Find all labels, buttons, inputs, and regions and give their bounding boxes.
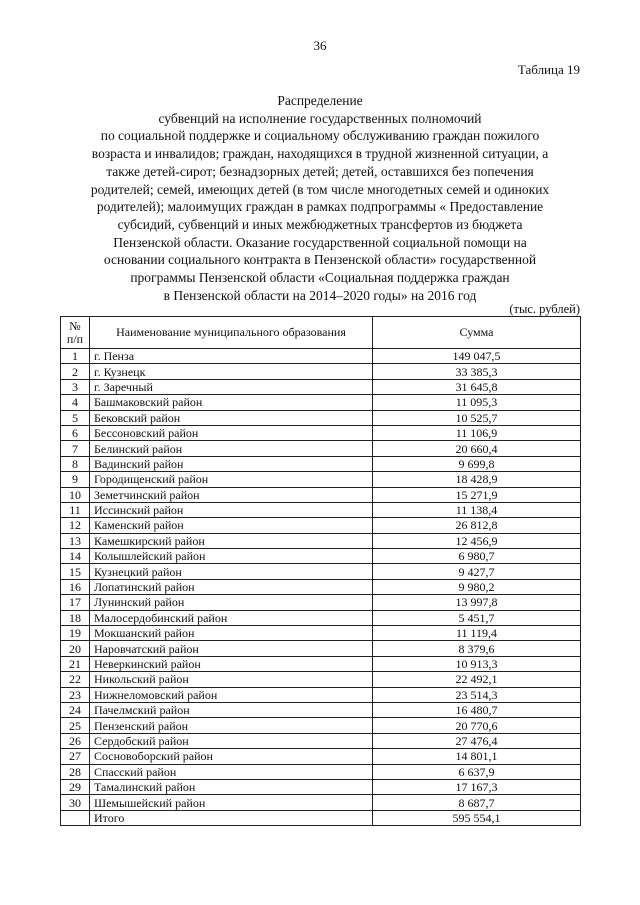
municipality-name: г. Пенза: [90, 349, 373, 364]
heading-line: родителей; семей, имеющих детей (в том числе многодетных семей и одиноких: [90, 181, 550, 197]
subvention-sum: 10 913,3: [373, 656, 581, 671]
table-row: [61, 718, 581, 733]
row-number: 3: [61, 379, 90, 394]
municipality-name: г. Заречный: [90, 379, 373, 394]
subvention-sum: 13 997,8: [373, 595, 581, 610]
municipality-name: Камешкирский район: [90, 533, 373, 548]
subvention-sum: 27 476,4: [373, 733, 581, 748]
subvention-sum: 17 167,3: [373, 779, 581, 794]
municipality-name: г. Кузнецк: [90, 364, 373, 379]
row-number: 27: [61, 749, 90, 764]
municipality-name: Иссинский район: [90, 502, 373, 517]
row-number: [61, 810, 90, 825]
subvention-sum: 11 095,3: [373, 395, 581, 410]
subvention-sum: 9 980,2: [373, 579, 581, 594]
subvention-sum: 20 660,4: [373, 441, 581, 456]
subvention-sum: 595 554,1: [373, 810, 581, 825]
municipality-name: Нижнеломовский район: [90, 687, 373, 702]
table-row: [61, 626, 581, 641]
row-number: 24: [61, 702, 90, 717]
header-num-part: №: [69, 318, 81, 333]
municipality-name: Лунинский район: [90, 595, 373, 610]
subvention-sum: 9 427,7: [373, 564, 581, 579]
table-row: [61, 564, 581, 579]
subvention-sum: 6 637,9: [373, 764, 581, 779]
table-row: [61, 733, 581, 748]
table-row: [61, 533, 581, 548]
table-row: [61, 779, 581, 794]
row-number: 12: [61, 518, 90, 533]
row-number: 14: [61, 549, 90, 564]
table-row: [61, 595, 581, 610]
subvention-sum: 9 699,8: [373, 456, 581, 471]
subvention-sum: 8 379,6: [373, 641, 581, 656]
table-row: [61, 687, 581, 702]
table-row: [61, 502, 581, 517]
table-row: [61, 795, 581, 810]
document-heading: [60, 92, 580, 304]
row-number: 19: [61, 626, 90, 641]
subvention-sum: 14 801,1: [373, 749, 581, 764]
municipality-name: Пензенский район: [90, 718, 373, 733]
municipality-name: Башмаковский район: [90, 395, 373, 410]
municipality-name: Пачелмский район: [90, 702, 373, 717]
municipality-name: Сосновоборский район: [90, 749, 373, 764]
municipality-name: Вадинский район: [90, 456, 373, 471]
subvention-sum: 11 106,9: [373, 425, 581, 440]
municipality-name: Бессоновский район: [90, 425, 373, 440]
heading-line: по социальной поддержке и социальному обслуживанию граждан пожилого: [100, 128, 540, 144]
subvention-sum: 23 514,3: [373, 687, 581, 702]
table-row: [61, 656, 581, 671]
row-number: 5: [61, 410, 90, 425]
row-number: 23: [61, 687, 90, 702]
row-number: 22: [61, 672, 90, 687]
subvention-sum: 6 980,7: [373, 549, 581, 564]
row-number: 1: [61, 349, 90, 364]
municipality-name: Городищенский район: [90, 472, 373, 487]
row-number: 30: [61, 795, 90, 810]
table-row: [61, 410, 581, 425]
row-number: 7: [61, 441, 90, 456]
table-row: [61, 672, 581, 687]
table-row: [61, 641, 581, 656]
table-row: [61, 749, 581, 764]
header-sum: Сумма: [373, 317, 581, 349]
row-number: 13: [61, 533, 90, 548]
subvention-sum: 8 687,7: [373, 795, 581, 810]
heading-line: возраста и инвалидов; граждан, находящихся в трудной жизненной ситуации, а: [91, 146, 549, 162]
table-row: [61, 364, 581, 379]
subvention-sum: 20 770,6: [373, 718, 581, 733]
heading-line: родителей); малоимущих граждан в рамках подпрограммы « Предоставление: [96, 199, 544, 215]
table-row: [61, 379, 581, 394]
page-number: 36: [313, 38, 327, 53]
subvention-sum: 33 385,3: [373, 364, 581, 379]
row-number: 28: [61, 764, 90, 779]
heading-line: Пензенской области. Оказание государственной социальной помощи на: [113, 234, 527, 250]
row-number: 2: [61, 364, 90, 379]
row-number: 21: [61, 656, 90, 671]
subvention-sum: 26 812,8: [373, 518, 581, 533]
row-number: 18: [61, 610, 90, 625]
municipality-name: Колышлейский район: [90, 549, 373, 564]
row-number: 8: [61, 456, 90, 471]
row-number: 6: [61, 425, 90, 440]
units-label: (тыс. рублей): [509, 302, 580, 316]
header-num-part: п/п: [66, 331, 84, 346]
municipality-name: Земетчинский район: [90, 487, 373, 502]
subvention-sum: 149 047,5: [373, 349, 581, 364]
subvention-sum: 11 119,4: [373, 626, 581, 641]
table-row: [61, 395, 581, 410]
table-row: [61, 456, 581, 471]
row-number: 16: [61, 579, 90, 594]
table-row: [61, 349, 581, 364]
municipality-name: Кузнецкий район: [90, 564, 373, 579]
table-row: [61, 579, 581, 594]
row-number: 10: [61, 487, 90, 502]
subvention-sum: 15 271,9: [373, 487, 581, 502]
heading-line: основании социального контракта в Пензенской области» государственной: [103, 252, 537, 268]
row-number: 20: [61, 641, 90, 656]
row-number: 4: [61, 395, 90, 410]
table-row: [61, 549, 581, 564]
heading-line: в Пензенской области на 2014–2020 годы» на 2016 год: [163, 287, 477, 303]
municipality-name: Сердобский район: [90, 733, 373, 748]
table-label: Таблица 19: [517, 62, 580, 77]
header-num: [61, 317, 90, 349]
municipality-name: Тамалинский район: [90, 779, 373, 794]
municipality-name: Спасский район: [90, 764, 373, 779]
municipality-name: Малосердобинский район: [90, 610, 373, 625]
row-number: 11: [61, 502, 90, 517]
table-row: [61, 610, 581, 625]
row-number: 29: [61, 779, 90, 794]
total-row: [61, 810, 581, 825]
table-header-row: [61, 317, 581, 349]
heading-line: программы Пензенской области «Социальная поддержка граждан: [130, 270, 510, 286]
municipality-name: Шемышейский район: [90, 795, 373, 810]
row-number: 25: [61, 718, 90, 733]
subvention-sum: 10 525,7: [373, 410, 581, 425]
heading-title: Распределение: [277, 93, 363, 108]
subvention-sum: 18 428,9: [373, 472, 581, 487]
table-row: [61, 425, 581, 440]
municipality-name: Каменский район: [90, 518, 373, 533]
subvention-sum: 12 456,9: [373, 533, 581, 548]
subvention-sum: 31 645,8: [373, 379, 581, 394]
heading-line: субвенций на исполнение государственных полномочий: [158, 110, 482, 126]
municipality-name: Наровчатский район: [90, 641, 373, 656]
municipality-name: Белинский район: [90, 441, 373, 456]
distribution-table: [60, 316, 581, 826]
municipality-name: Неверкинский район: [90, 656, 373, 671]
municipality-name: Бековский район: [90, 410, 373, 425]
municipality-name: Никольский район: [90, 672, 373, 687]
table-row: [61, 518, 581, 533]
heading-line: также детей-сирот; безнадзорных детей; детей, оставшихся без попечения: [106, 163, 534, 179]
table-row: [61, 702, 581, 717]
header-name: Наименование муниципального образования: [90, 317, 373, 349]
row-number: 26: [61, 733, 90, 748]
subvention-sum: 22 492,1: [373, 672, 581, 687]
table-row: [61, 441, 581, 456]
table-row: [61, 487, 581, 502]
subvention-sum: 11 138,4: [373, 502, 581, 517]
municipality-name: Итого: [90, 810, 373, 825]
row-number: 9: [61, 472, 90, 487]
row-number: 15: [61, 564, 90, 579]
subvention-sum: 5 451,7: [373, 610, 581, 625]
table-row: [61, 764, 581, 779]
heading-line: субсидий, субвенций и иных межбюджетных трансфертов из бюджета: [117, 216, 523, 232]
municipality-name: Мокшанский район: [90, 626, 373, 641]
row-number: 17: [61, 595, 90, 610]
municipality-name: Лопатинский район: [90, 579, 373, 594]
subvention-sum: 16 480,7: [373, 702, 581, 717]
table-row: [61, 472, 581, 487]
